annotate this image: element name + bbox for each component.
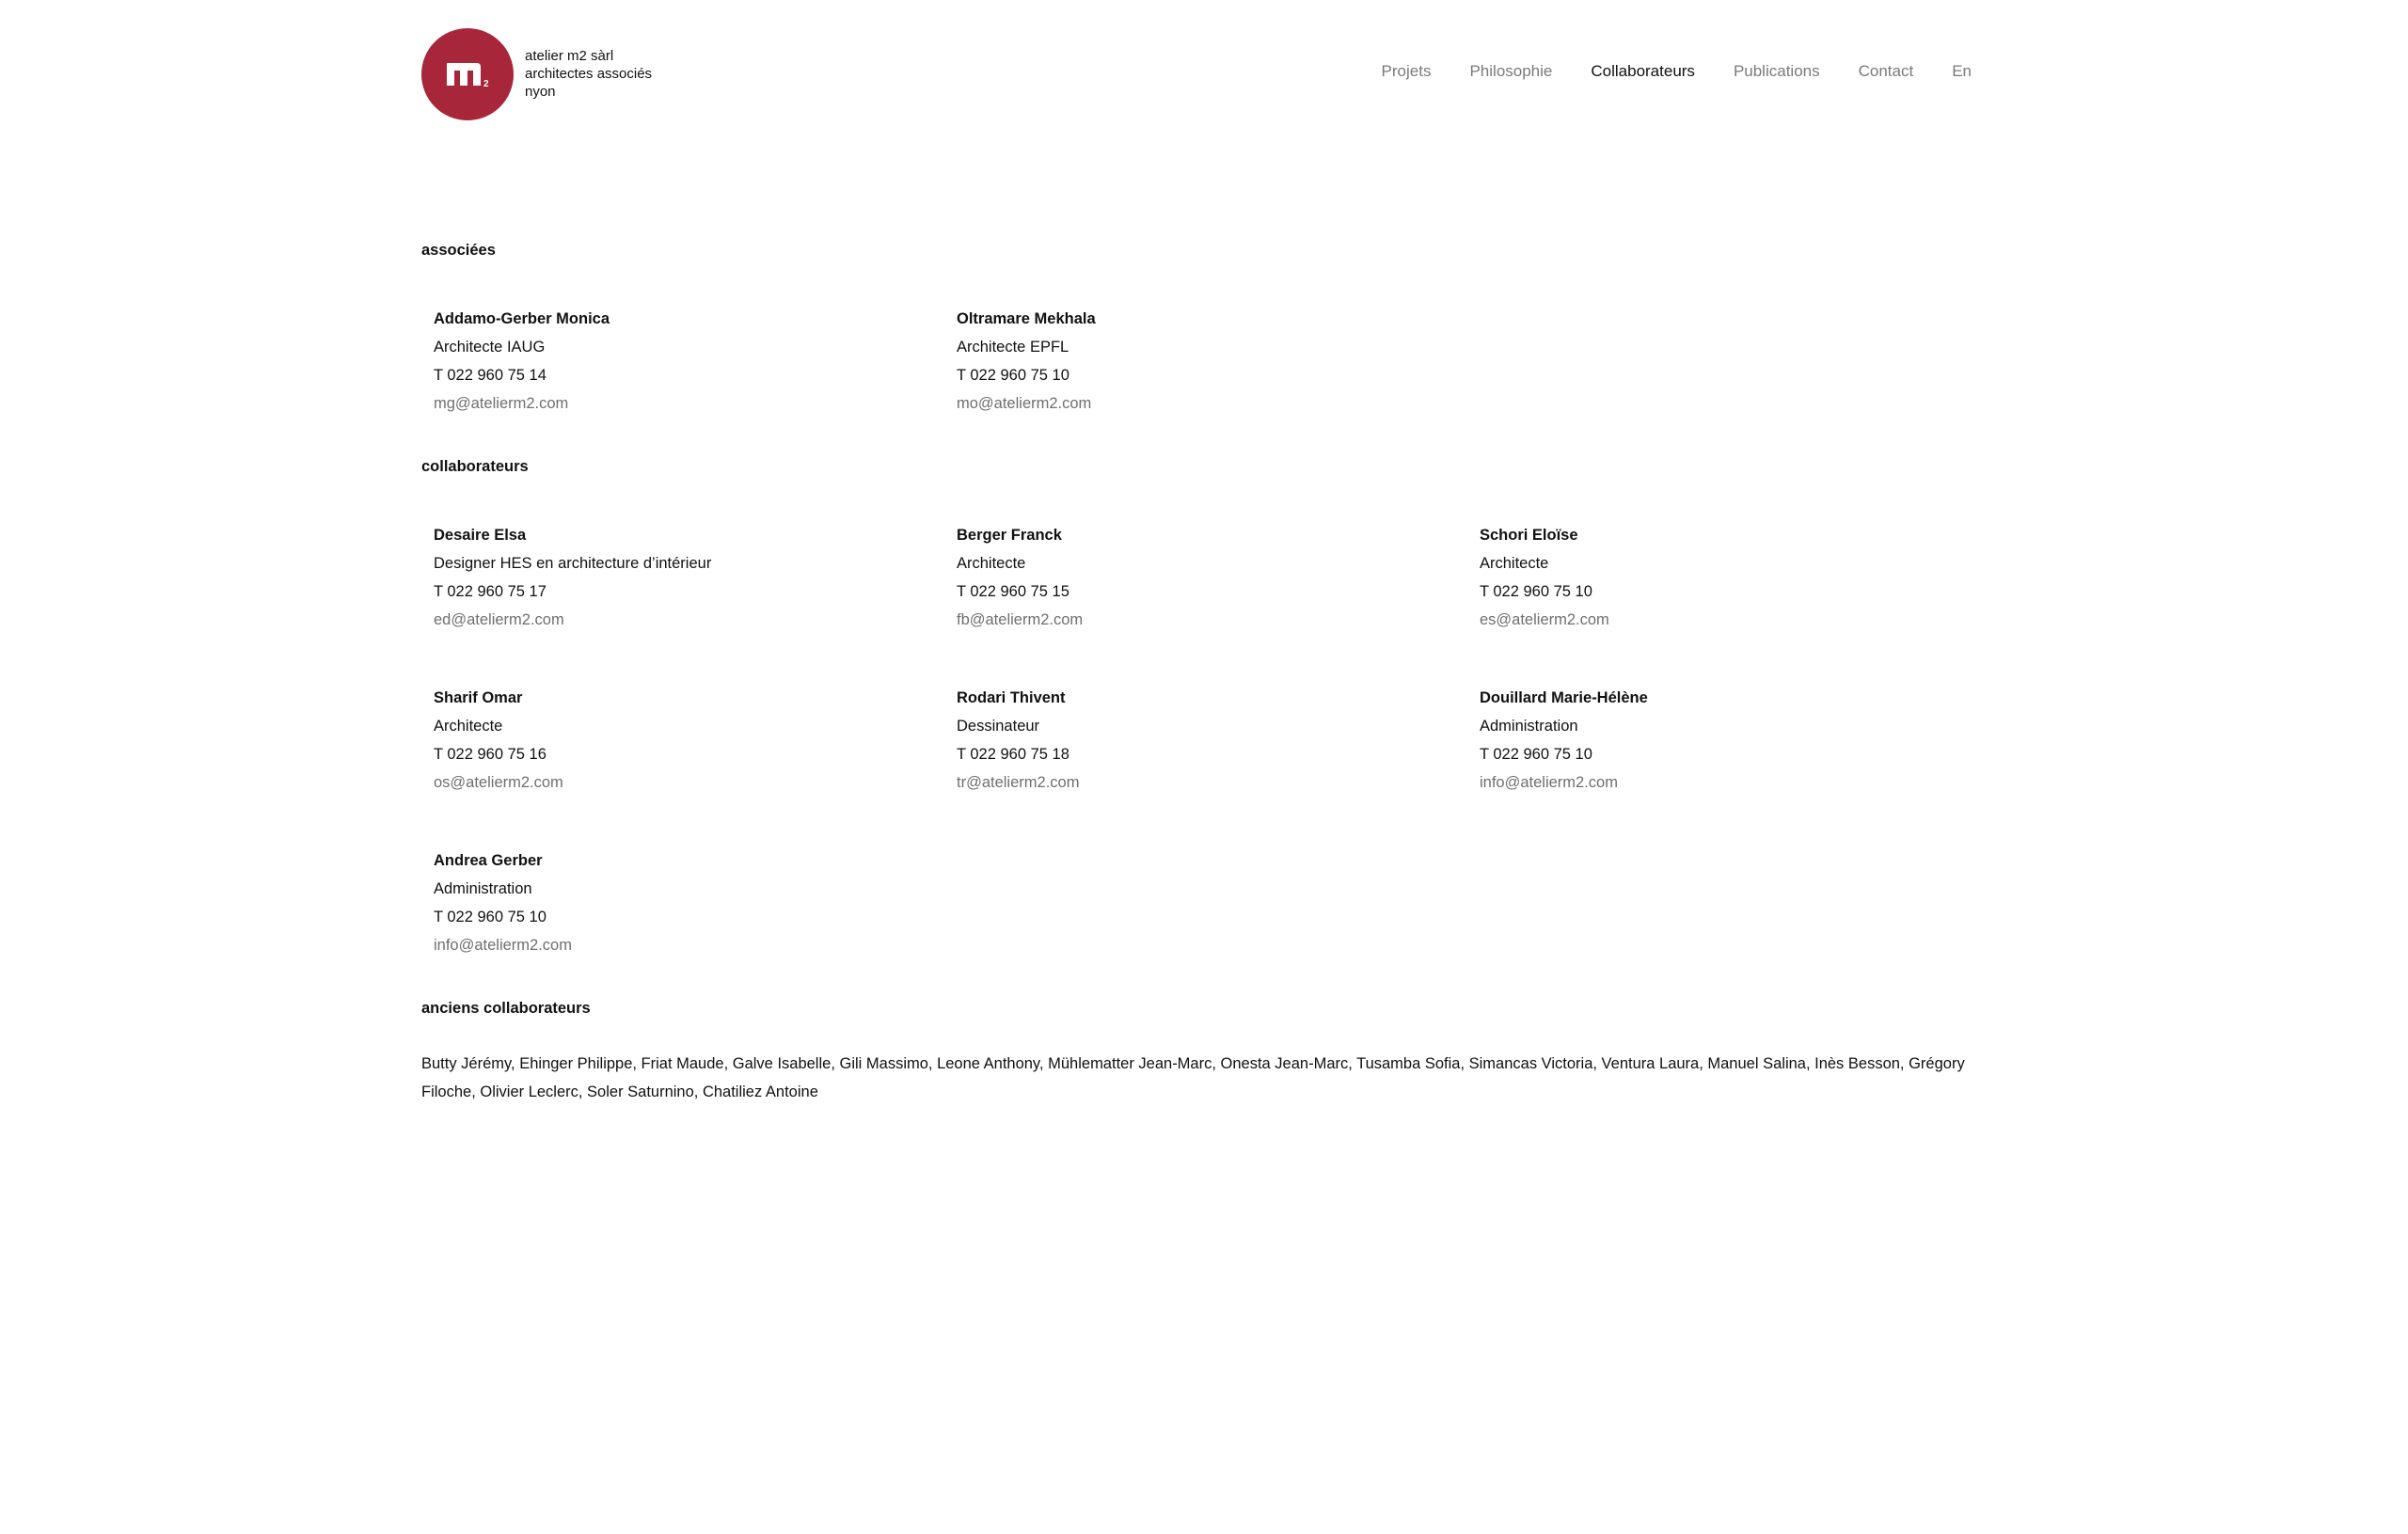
person-card bbox=[957, 684, 1480, 797]
person-phone: T 022 960 75 10 bbox=[434, 909, 547, 925]
main-content bbox=[421, 240, 1972, 1106]
section-title-associees: associées bbox=[421, 242, 496, 259]
person-name: Douillard Marie-Hélène bbox=[1480, 689, 1648, 706]
person-phone: T 022 960 75 10 bbox=[1480, 746, 1592, 763]
person-card bbox=[434, 684, 957, 797]
logo[interactable] bbox=[421, 28, 514, 120]
person-email[interactable]: fb@atelierm2.com bbox=[957, 611, 1084, 628]
person-card bbox=[957, 521, 1480, 634]
nav-contact[interactable]: Contact bbox=[1858, 62, 1914, 80]
person-card bbox=[1480, 684, 1984, 797]
person-phone: T 022 960 75 10 bbox=[1480, 583, 1592, 600]
person-name: Addamo-Gerber Monica bbox=[434, 310, 610, 327]
person-email[interactable]: info@atelierm2.com bbox=[1480, 774, 1618, 791]
person-card bbox=[434, 521, 957, 634]
person-email[interactable]: info@atelierm2.com bbox=[434, 937, 572, 954]
person-phone: T 022 960 75 15 bbox=[957, 583, 1069, 600]
former-collaborators-list: Butty Jérémy, Ehinger Philippe, Friat Maude, Galve Isabelle, Gili Massimo, Leone Anthony, Mühlematter Jean-Marc, Onesta Jean-Marc, Tusamba Sofia, Simancas Victoria, Ventura Laura, Manuel Salina, Inès Besson, Grégory Filoche, Olivier Leclerc, Soler Saturnino, Chatiliez Antoine bbox=[421, 1055, 1965, 1100]
person-role: Architecte bbox=[1480, 555, 1549, 572]
person-email[interactable]: tr@atelierm2.com bbox=[957, 774, 1080, 791]
person-role: Dessinateur bbox=[957, 718, 1040, 735]
nav-philosophie[interactable]: Philosophie bbox=[1469, 62, 1553, 80]
svg-text:2: 2 bbox=[483, 79, 489, 89]
person-name: Rodari Thivent bbox=[957, 689, 1066, 706]
person-email[interactable]: es@atelierm2.com bbox=[1480, 611, 1609, 628]
nav-language-en[interactable]: En bbox=[1952, 62, 1972, 80]
nav-collaborateurs[interactable]: Collaborateurs bbox=[1591, 62, 1695, 80]
person-name: Oltramare Mekhala bbox=[957, 310, 1096, 327]
brand-line-1: atelier m2 sàrl bbox=[525, 48, 614, 64]
associees-grid bbox=[421, 305, 1972, 418]
person-phone: T 022 960 75 16 bbox=[434, 746, 547, 763]
brand-line-2: architectes associés bbox=[525, 66, 653, 82]
person-role: Architecte bbox=[434, 718, 503, 735]
person-name: Schori Eloïse bbox=[1480, 527, 1578, 544]
person-name: Andrea Gerber bbox=[434, 852, 543, 869]
brand-text bbox=[525, 47, 652, 101]
site-header bbox=[421, 28, 1972, 122]
person-card bbox=[434, 846, 957, 959]
person-name: Berger Franck bbox=[957, 527, 1062, 544]
brand-line-3: nyon bbox=[525, 84, 556, 100]
nav-publications[interactable]: Publications bbox=[1733, 62, 1820, 80]
person-card bbox=[434, 305, 957, 418]
person-card bbox=[1480, 521, 1984, 634]
collaborateurs-grid bbox=[421, 521, 1972, 959]
person-role: Designer HES en architecture d’intérieur bbox=[434, 555, 712, 572]
person-phone: T 022 960 75 14 bbox=[434, 367, 547, 384]
section-title-anciens: anciens collaborateurs bbox=[421, 1000, 591, 1017]
person-role: Architecte IAUG bbox=[434, 339, 546, 356]
person-phone: T 022 960 75 10 bbox=[957, 367, 1069, 384]
person-email[interactable]: mg@atelierm2.com bbox=[434, 395, 569, 412]
person-phone: T 022 960 75 18 bbox=[957, 746, 1069, 763]
m2-logo-icon bbox=[421, 28, 514, 120]
person-role: Administration bbox=[1480, 718, 1578, 735]
person-phone: T 022 960 75 17 bbox=[434, 583, 547, 600]
section-title-collaborateurs: collaborateurs bbox=[421, 458, 529, 475]
main-nav bbox=[1343, 62, 1972, 81]
person-email[interactable]: ed@atelierm2.com bbox=[434, 611, 564, 628]
person-role: Architecte bbox=[957, 555, 1026, 572]
person-name: Sharif Omar bbox=[434, 689, 523, 706]
nav-projets[interactable]: Projets bbox=[1381, 62, 1432, 80]
person-email[interactable]: os@atelierm2.com bbox=[434, 774, 563, 791]
person-name: Desaire Elsa bbox=[434, 527, 527, 544]
person-role: Administration bbox=[434, 880, 532, 897]
person-card bbox=[957, 305, 1480, 418]
person-email[interactable]: mo@atelierm2.com bbox=[957, 395, 1092, 412]
person-role: Architecte EPFL bbox=[957, 339, 1069, 356]
